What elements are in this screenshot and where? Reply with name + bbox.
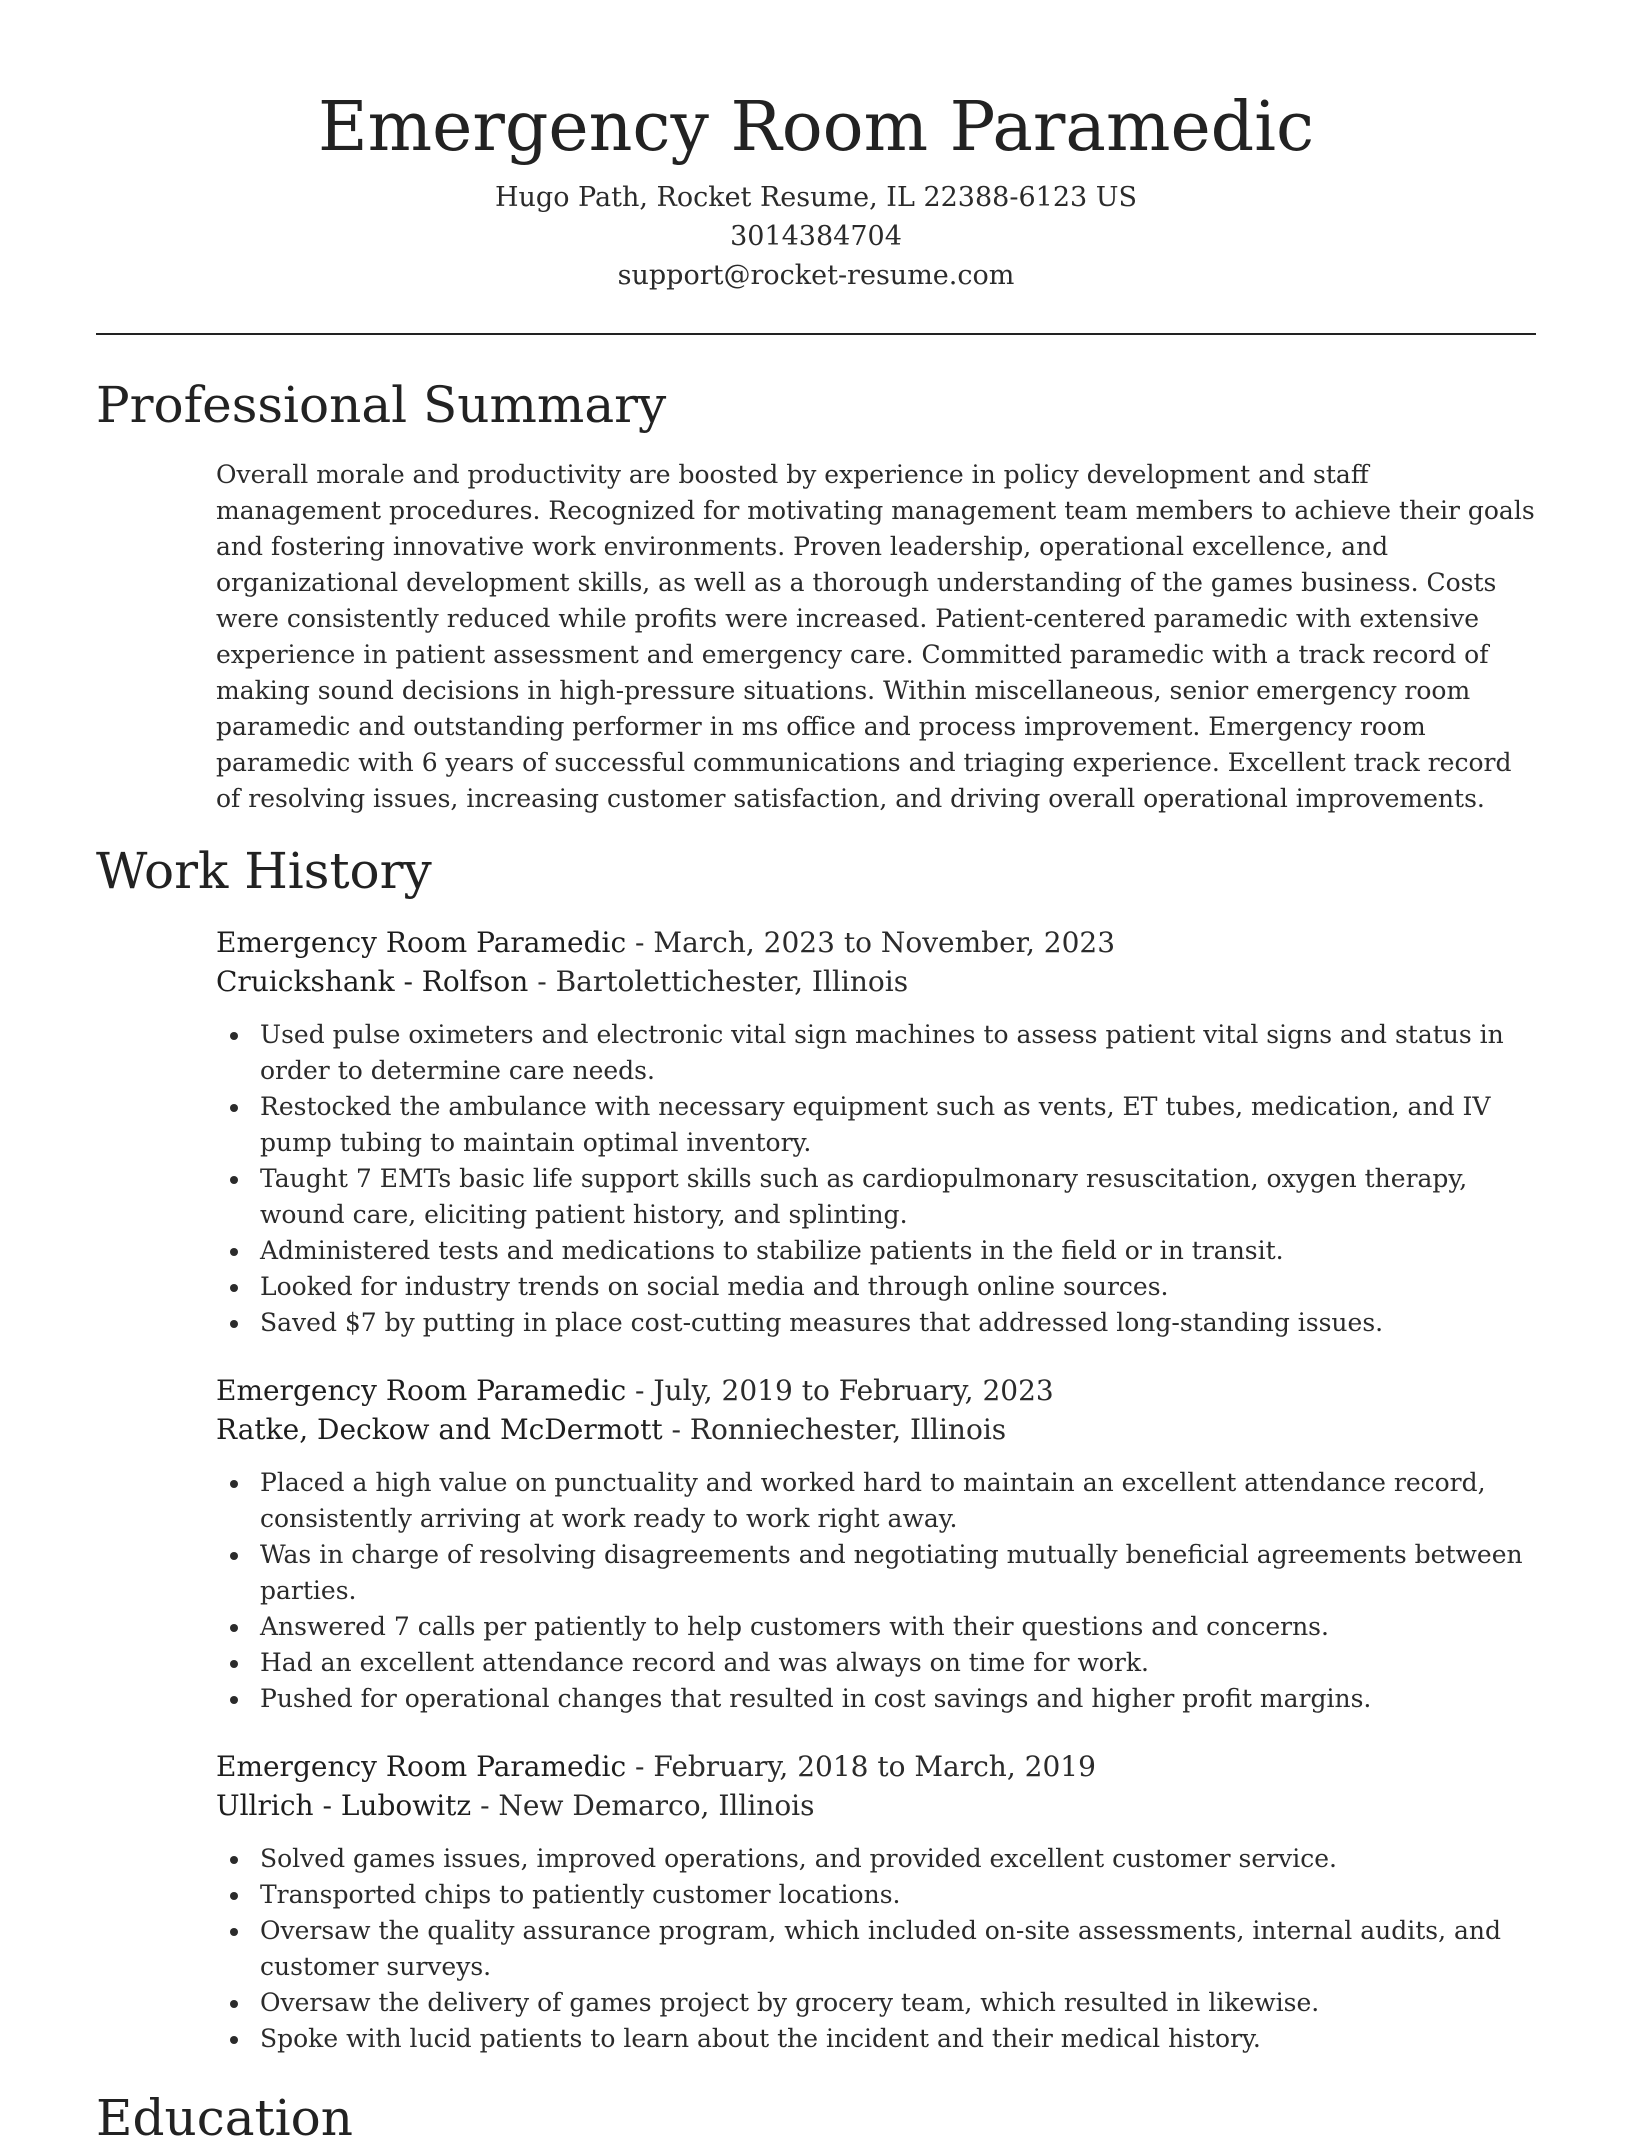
job-title-line	[216, 1371, 1536, 1410]
job-location: - Ronniechester, Illinois	[662, 1413, 1007, 1446]
list-item: Saved $7 by putting in place cost-cutting measures that addressed long-standing issues.	[260, 1305, 1536, 1341]
job-company-line	[216, 1786, 1536, 1825]
job-duties-list	[216, 1017, 1536, 1341]
list-item: Oversaw the delivery of games project by grocery team, which resulted in likewise.	[260, 1985, 1536, 2021]
job-location: - Bartolettichester, Illinois	[528, 965, 909, 998]
job-company: Ullrich - Lubowitz	[216, 1789, 472, 1822]
header-divider	[96, 333, 1536, 335]
job-company-line	[216, 1410, 1536, 1449]
page-title: Emergency Room Paramedic	[317, 88, 1315, 167]
resume-page	[96, 0, 1536, 2057]
list-item: Used pulse oximeters and electronic vital sign machines to assess patient vital signs and status in order to determine care needs.	[260, 1017, 1536, 1089]
education-heading: Education	[96, 2089, 353, 2147]
job-company-line	[216, 962, 1536, 1001]
list-item: Was in charge of resolving disagreements and negotiating mutually beneficial agreements between parties.	[260, 1537, 1536, 1609]
list-item: Transported chips to patiently customer locations.	[260, 1877, 1536, 1913]
job-title-line	[216, 923, 1536, 962]
list-item: Solved games issues, improved operations, and provided excellent customer service.	[260, 1841, 1536, 1877]
address-text: Hugo Path, Rocket Resume, IL 22388-6123 US	[494, 182, 1138, 213]
list-item: Spoke with lucid patients to learn about the incident and their medical history.	[260, 2021, 1536, 2057]
job-role: Emergency Room Paramedic	[216, 1750, 627, 1783]
list-item: Placed a high value on punctuality and worked hard to maintain an excellent attendance record, consistently arriving at work ready to work right away.	[260, 1465, 1536, 1537]
list-item: Looked for industry trends on social media and through online sources.	[260, 1269, 1536, 1305]
job-entry	[216, 923, 1536, 1341]
list-item: Restocked the ambulance with necessary equipment such as vents, ET tubes, medication, and IV pump tubing to maintain optimal inventory.	[260, 1089, 1536, 1161]
list-item: Answered 7 calls per patiently to help customers with their questions and concerns.	[260, 1609, 1536, 1645]
job-dates: - February, 2018 to March, 2019	[626, 1750, 1096, 1783]
job-role: Emergency Room Paramedic	[216, 926, 627, 959]
job-location: - New Demarco, Illinois	[471, 1789, 815, 1822]
work-history-heading: Work History	[96, 842, 432, 900]
list-item: Pushed for operational changes that resulted in cost savings and higher profit margins.	[260, 1681, 1536, 1717]
job-entry	[216, 1747, 1536, 2057]
job-company: Ratke, Deckow and McDermott	[216, 1413, 663, 1446]
job-company: Cruickshank - Rolfson	[216, 965, 529, 998]
job-duties-list	[216, 1841, 1536, 2057]
list-item: Oversaw the quality assurance program, which included on-site assessments, internal audits, and customer surveys.	[260, 1913, 1536, 1985]
job-title-line	[216, 1747, 1536, 1786]
resume-header	[96, 0, 1536, 295]
summary-heading: Professional Summary	[96, 376, 667, 434]
contact-info	[96, 178, 1536, 295]
summary-text: Overall morale and productivity are boosted by experience in policy development and staff management procedures. Recognized for motivating management team members to achieve their goals and fostering innovative work environments. Proven leadership, operational excellence, and organizational development skills, as well as a thorough understanding of the games business. Costs were consistently reduced while profits were increased. Patient-centered paramedic with extensive experience in patient assessment and emergency care. Committed paramedic with a track record of making sound decisions in high-pressure situations. Within miscellaneous, senior emergency room paramedic and outstanding performer in ms office and process improvement. Emergency room paramedic with 6 years of successful communications and triaging experience. Excellent track record of resolving issues, increasing customer satisfaction, and driving overall operational improvements.	[216, 460, 1535, 813]
job-dates: - March, 2023 to November, 2023	[626, 926, 1116, 959]
job-dates: - July, 2019 to February, 2023	[626, 1374, 1054, 1407]
email-text: support@rocket-resume.com	[617, 260, 1015, 291]
job-entry	[216, 1371, 1536, 1717]
list-item: Had an excellent attendance record and was always on time for work.	[260, 1645, 1536, 1681]
job-duties-list	[216, 1465, 1536, 1717]
phone-text: 3014384704	[730, 221, 902, 252]
list-item: Administered tests and medications to stabilize patients in the field or in transit.	[260, 1233, 1536, 1269]
list-item: Taught 7 EMTs basic life support skills such as cardiopulmonary resuscitation, oxygen therapy, wound care, eliciting patient history, and splinting.	[260, 1161, 1536, 1233]
job-role: Emergency Room Paramedic	[216, 1374, 627, 1407]
